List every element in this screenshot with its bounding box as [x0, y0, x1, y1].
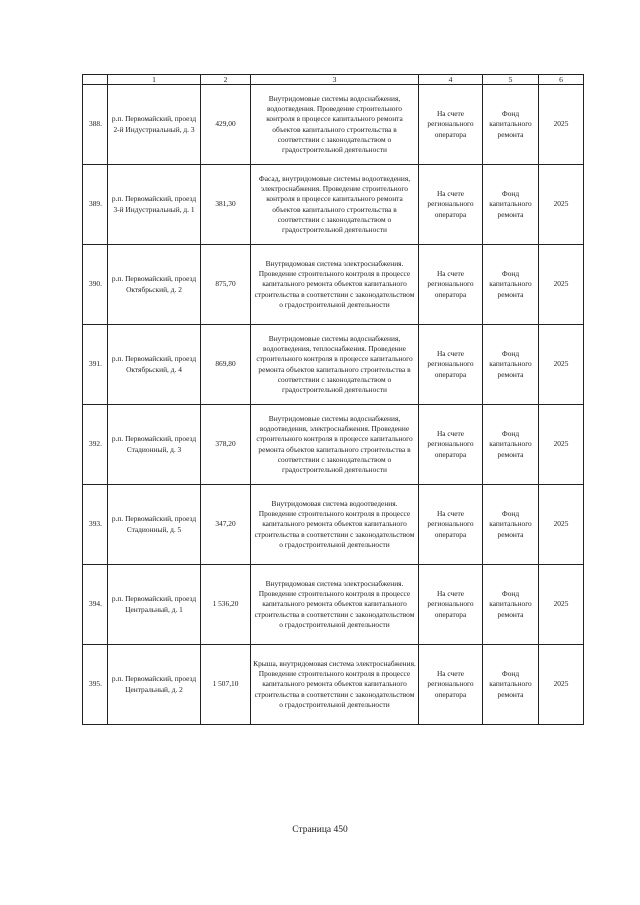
area-cell: 1 536,20 [201, 565, 251, 645]
table-row [83, 85, 584, 165]
year-cell: 2025 [539, 245, 584, 325]
account-cell: На счете регионального оператора [419, 85, 483, 165]
header-cell: 5 [483, 75, 539, 85]
funding-source-cell: Фонд капитального ремонта [483, 165, 539, 245]
funding-source-cell: Фонд капитального ремонта [483, 485, 539, 565]
header-cell-blank [83, 75, 108, 85]
header-cell: 3 [251, 75, 419, 85]
row-number: 391. [83, 325, 108, 405]
funding-source-cell: Фонд капитального ремонта [483, 245, 539, 325]
year-cell: 2025 [539, 565, 584, 645]
works-cell: Внутридомовая система электроснабжения. Проведение строительного контроля в процессе капитального ремонта объектов капитального строительства в соответствии с законодательством о градостроительной деятельности [251, 565, 419, 645]
table-row [83, 565, 584, 645]
address-cell: р.п. Первомайский, проезд Стадионный, д. 3 [108, 405, 201, 485]
works-cell: Внутридомовая система водоотведения. Проведение строительного контроля в процессе капитального ремонта объектов капитального строительства в соответствии с законодательством о градостроительной деятельности [251, 485, 419, 565]
address-cell: р.п. Первомайский, проезд Стадионный, д. 5 [108, 485, 201, 565]
address-cell: р.п. Первомайский, проезд Октябрьский, д. 2 [108, 245, 201, 325]
capital-repair-table [82, 74, 584, 725]
account-cell: На счете регионального оператора [419, 405, 483, 485]
works-cell: Крыша, внутридомовая система электроснабжения. Проведение строительного контроля в процессе капитального ремонта объектов капитального строительства в соответствии с законодательством о градостроительной деятельности [251, 645, 419, 725]
account-cell: На счете регионального оператора [419, 565, 483, 645]
area-cell: 378,20 [201, 405, 251, 485]
funding-source-cell: Фонд капитального ремонта [483, 325, 539, 405]
account-cell: На счете регионального оператора [419, 645, 483, 725]
works-cell: Внутридомовые системы водоснабжения, водоотведения, теплоснабжения. Проведение строительного контроля в процессе капитального ремонта объектов капитального строительства в соответствии с законодательством о градостроительной деятельности [251, 325, 419, 405]
table-row [83, 245, 584, 325]
works-cell: Внутридомовые системы водоснабжения, водоотведения, электроснабжения. Проведение строительного контроля в процессе капитального ремонта объектов капитального строительства в соответствии с законодательством о градостроительной деятельности [251, 405, 419, 485]
account-cell: На счете регионального оператора [419, 485, 483, 565]
year-cell: 2025 [539, 405, 584, 485]
area-cell: 347,20 [201, 485, 251, 565]
area-cell: 429,00 [201, 85, 251, 165]
area-cell: 1 507,10 [201, 645, 251, 725]
header-cell: 1 [108, 75, 201, 85]
row-number: 389. [83, 165, 108, 245]
table-row [83, 485, 584, 565]
row-number: 393. [83, 485, 108, 565]
row-number: 390. [83, 245, 108, 325]
header-cell: 2 [201, 75, 251, 85]
year-cell: 2025 [539, 645, 584, 725]
funding-source-cell: Фонд капитального ремонта [483, 405, 539, 485]
address-cell: р.п. Первомайский, проезд Центральный, д. 1 [108, 565, 201, 645]
area-cell: 875,70 [201, 245, 251, 325]
page-number: Страница 450 [292, 825, 348, 835]
account-cell: На счете регионального оператора [419, 325, 483, 405]
works-cell: Внутридомовые системы водоснабжения, водоотведения. Проведение строительного контроля в процессе капитального ремонта объектов капитального строительства в соответствии с законодательством о градостроительной деятельности [251, 85, 419, 165]
funding-source-cell: Фонд капитального ремонта [483, 645, 539, 725]
table-row [83, 405, 584, 485]
funding-source-cell: Фонд капитального ремонта [483, 85, 539, 165]
address-cell: р.п. Первомайский, проезд Октябрьский, д. 4 [108, 325, 201, 405]
row-number: 394. [83, 565, 108, 645]
row-number: 395. [83, 645, 108, 725]
works-cell: Внутридомовая система электроснабжения. Проведение строительного контроля в процессе капитального ремонта объектов капитального строительства в соответствии с законодательством о градостроительной деятельности [251, 245, 419, 325]
year-cell: 2025 [539, 485, 584, 565]
header-cell: 6 [539, 75, 584, 85]
area-cell: 381,30 [201, 165, 251, 245]
address-cell: р.п. Первомайский, проезд 2-й Индустриальный, д. 3 [108, 85, 201, 165]
account-cell: На счете регионального оператора [419, 245, 483, 325]
address-cell: р.п. Первомайский, проезд Центральный, д. 2 [108, 645, 201, 725]
account-cell: На счете регионального оператора [419, 165, 483, 245]
row-number: 388. [83, 85, 108, 165]
row-number: 392. [83, 405, 108, 485]
year-cell: 2025 [539, 165, 584, 245]
table-row [83, 325, 584, 405]
address-cell: р.п. Первомайский, проезд 3-й Индустриальный, д. 1 [108, 165, 201, 245]
year-cell: 2025 [539, 85, 584, 165]
year-cell: 2025 [539, 325, 584, 405]
works-cell: Фасад, внутридомовые системы водоотведения, электроснабжения. Проведение строительного контроля в процессе капитального ремонта объектов капитального строительства в соответствии с законодательством о градостроительной деятельности [251, 165, 419, 245]
area-cell: 869,80 [201, 325, 251, 405]
funding-source-cell: Фонд капитального ремонта [483, 565, 539, 645]
table-row [83, 165, 584, 245]
table-row [83, 645, 584, 725]
header-cell: 4 [419, 75, 483, 85]
header-row [83, 75, 584, 85]
